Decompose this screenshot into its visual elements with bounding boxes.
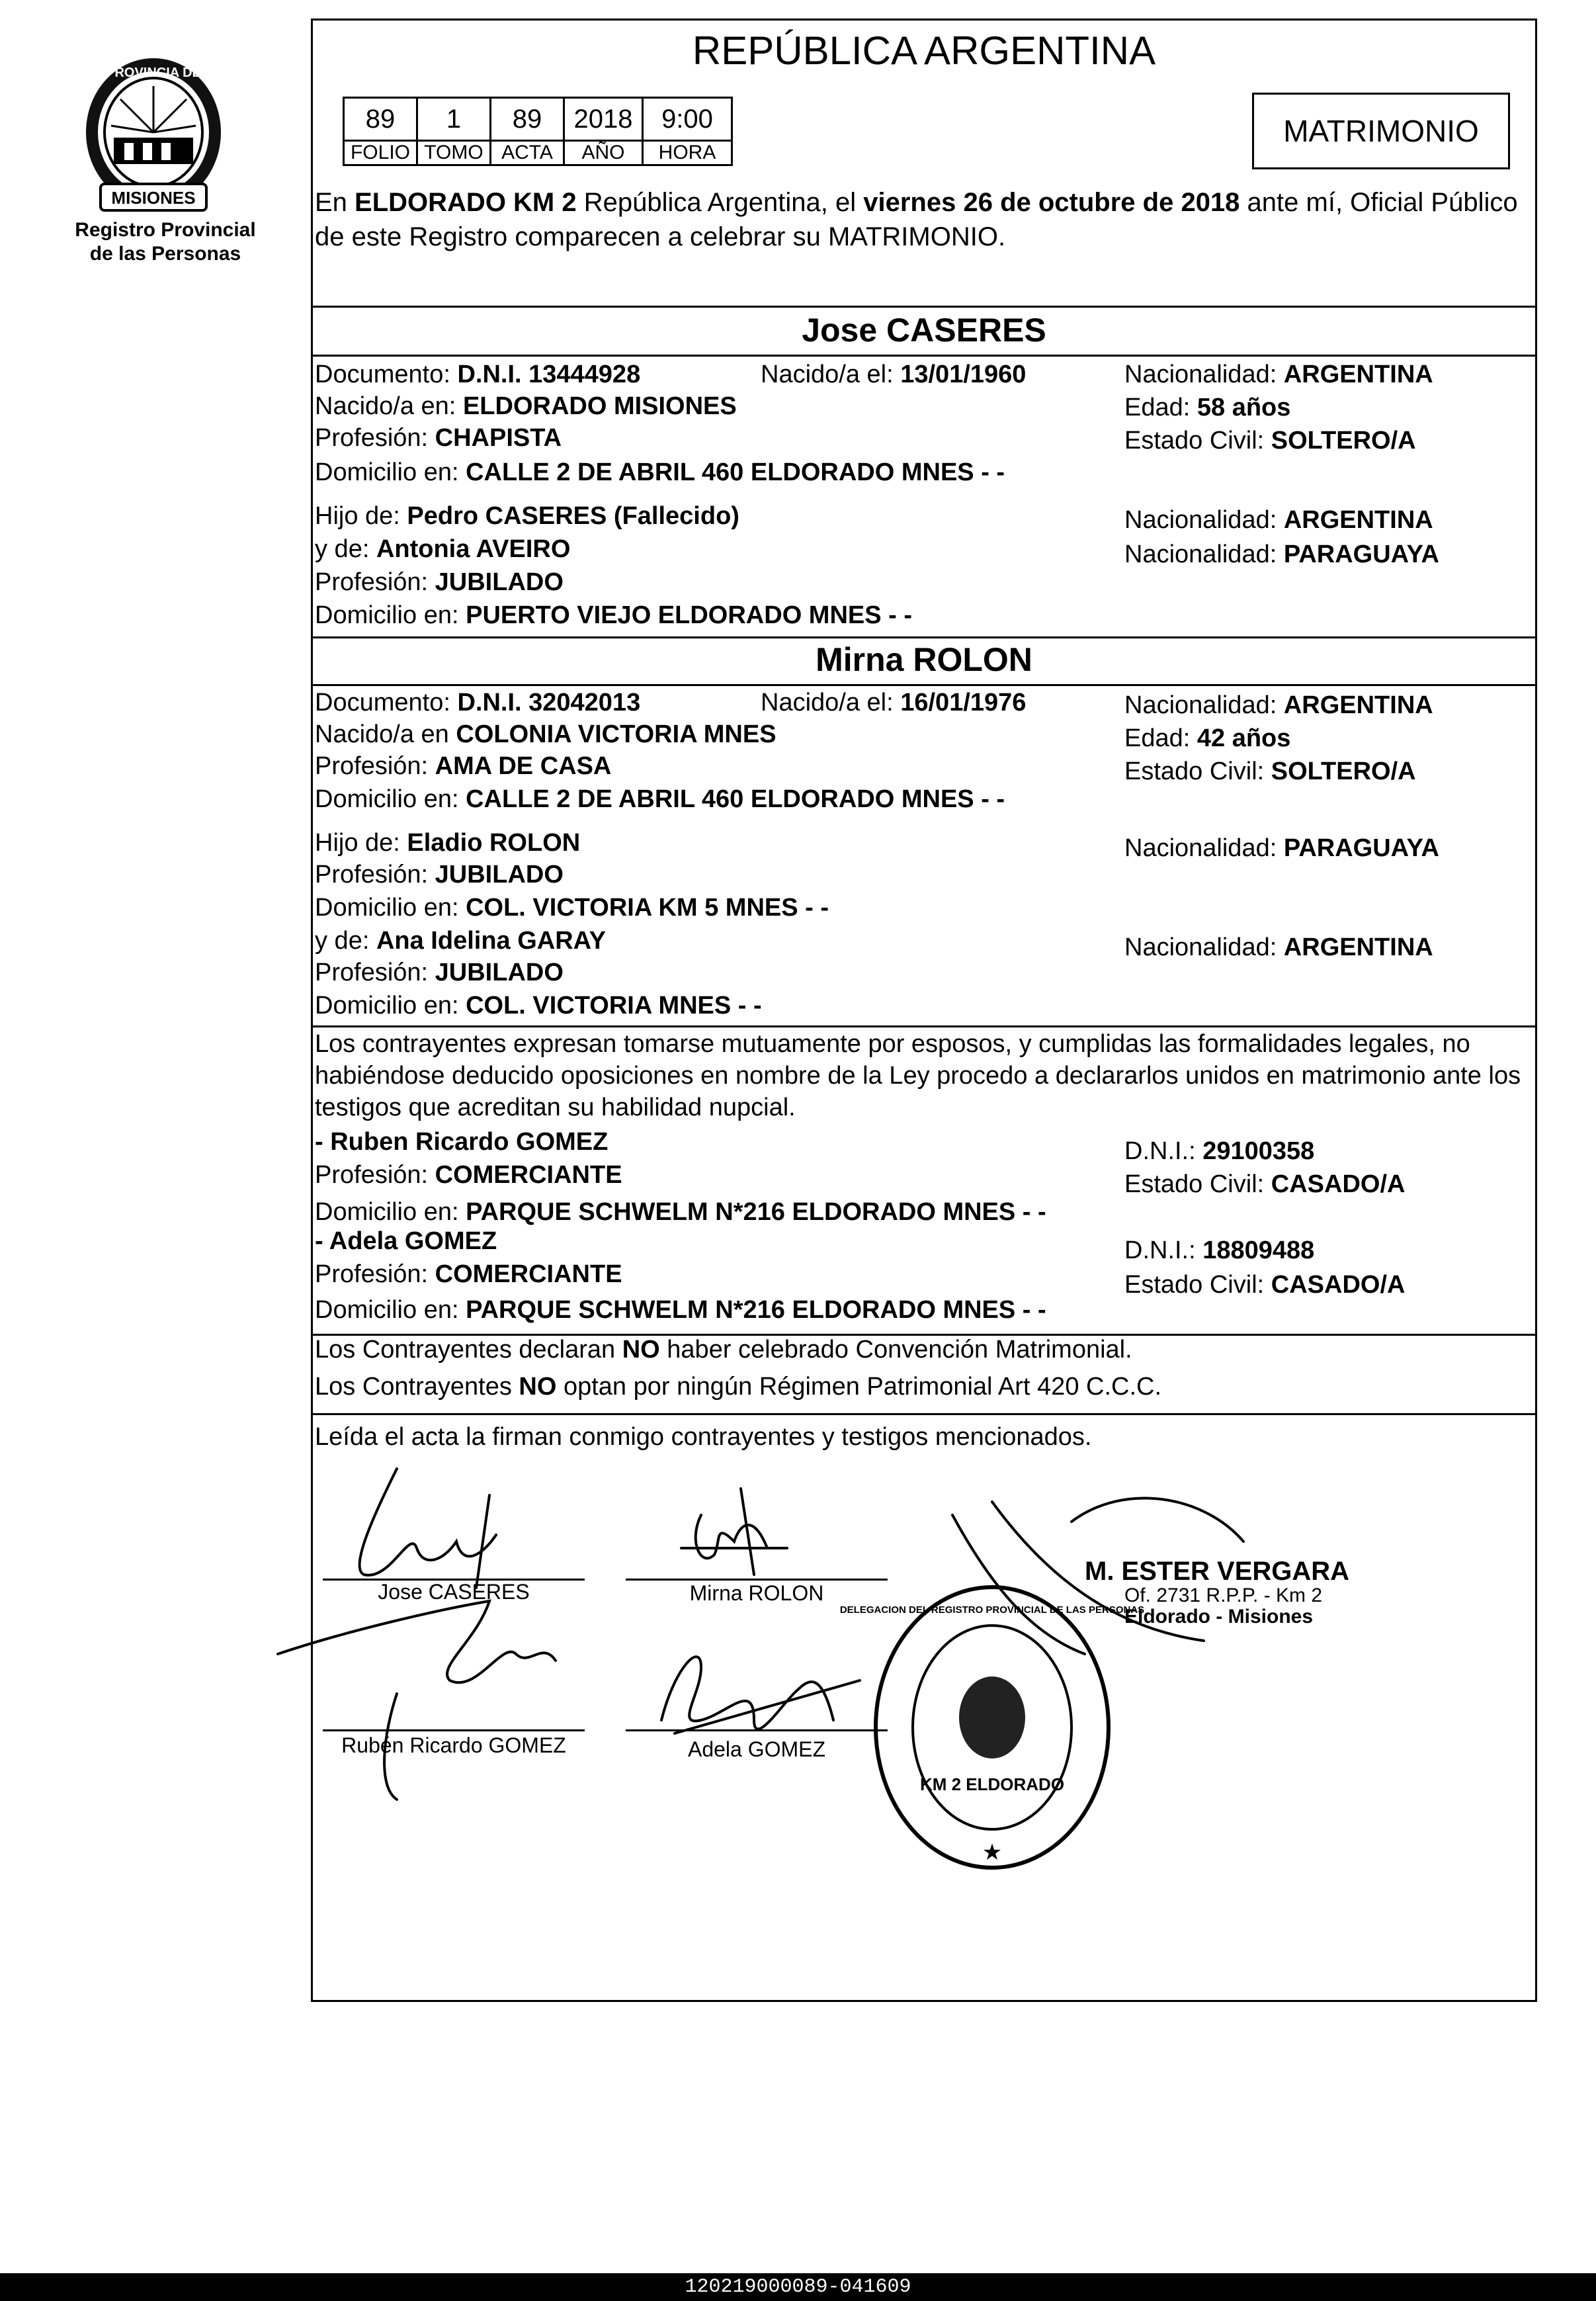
- bride-profesion: Profesión: AMA DE CASA: [315, 752, 612, 780]
- groom-nacido-el: Nacido/a el: 13/01/1960: [761, 361, 1027, 388]
- witness2-dni: D.N.I.: 18809488: [1124, 1237, 1315, 1264]
- province-seal-logo: [74, 53, 233, 218]
- intro-p3: ante mí, Oficial Público de este Registro comparecen a celebrar su MATRIMONIO.: [315, 188, 1518, 251]
- folio-label: FOLIO: [344, 141, 417, 165]
- convention-line1: Los Contrayentes declaran NO haber celebrado Convención Matrimonial.: [315, 1336, 1132, 1364]
- witness2-name: - Adela GOMEZ: [315, 1227, 497, 1255]
- official-name: M. ESTER VERGARA: [1085, 1557, 1350, 1586]
- record-type-box: MATRIMONIO: [1252, 93, 1510, 169]
- groom-edad: Edad: 58 años: [1124, 394, 1291, 421]
- groom-profesion: Profesión: CHAPISTA: [315, 424, 562, 452]
- intro-paragraph: [315, 185, 1536, 254]
- footer-document-id: 120219000089-041609: [0, 2273, 1596, 2301]
- hora-value: 9:00: [643, 98, 732, 141]
- bride-signature-label: Mirna ROLON: [689, 1581, 824, 1605]
- stamp-ring-text: DELEGACION DEL REGISTRO PROVINCIAL DE LAS PERSONAS: [839, 1604, 1145, 1616]
- folio-value: 89: [344, 98, 417, 141]
- bride-nacido-el: Nacido/a el: 16/01/1976: [761, 689, 1027, 716]
- groom-nacido-en: Nacido/a en: ELDORADO MISIONES: [315, 392, 737, 420]
- groom-nacionalidad: Nacionalidad: ARGENTINA: [1124, 361, 1433, 388]
- intro-place: ELDORADO KM 2: [355, 188, 577, 217]
- intro-date: viernes 26 de octubre de 2018: [863, 188, 1240, 217]
- divider: [311, 1413, 1537, 1415]
- hora-label: HORA: [643, 141, 732, 165]
- divider: [311, 636, 1537, 638]
- groom-signature: [360, 1469, 496, 1588]
- bride-madre-profesion: Profesión: JUBILADO: [315, 959, 564, 986]
- bride-documento: Documento: D.N.I. 32042013: [315, 689, 641, 716]
- groom-name: Jose CASERES: [802, 312, 1046, 349]
- groom-madre-nac: Nacionalidad: PARAGUAYA: [1124, 541, 1439, 568]
- groom-estado: Estado Civil: SOLTERO/A: [1124, 427, 1416, 455]
- groom-padre: Hijo de: Pedro CASERES (Fallecido): [315, 502, 739, 530]
- acta-label: ACTA: [491, 141, 564, 165]
- bride-name: Mirna ROLON: [816, 641, 1032, 678]
- divider: [311, 1025, 1537, 1027]
- bride-padre-profesion: Profesión: JUBILADO: [315, 861, 564, 889]
- tomo-value: 1: [417, 98, 491, 141]
- closing-text: Leída el acta la firman conmigo contrayentes y testigos mencionados.: [315, 1423, 1092, 1451]
- official-line2: Of. 2731 R.P.P. - Km 2: [1124, 1585, 1323, 1606]
- intro-p1: En: [315, 188, 355, 217]
- witness1-profesion: Profesión: COMERCIANTE: [315, 1161, 622, 1189]
- witness2-signature: [661, 1657, 860, 1733]
- bride-padre-nac: Nacionalidad: PARAGUAYA: [1124, 834, 1439, 862]
- groom-documento: Documento: D.N.I. 13444928: [315, 361, 641, 388]
- anio-label: AÑO: [564, 141, 643, 165]
- caption-line2: de las Personas: [89, 243, 241, 265]
- bride-nacido-en: Nacido/a en COLONIA VICTORIA MNES: [315, 720, 777, 748]
- bride-signature: [681, 1489, 787, 1575]
- groom-padre-nac: Nacionalidad: ARGENTINA: [1124, 506, 1433, 534]
- groom-padres-domicilio: Domicilio en: PUERTO VIEJO ELDORADO MNES - -: [315, 601, 913, 629]
- stamp-center-text: KM 2 ELDORADO: [919, 1774, 1065, 1794]
- bride-edad: Edad: 42 años: [1124, 724, 1291, 752]
- divider: [311, 355, 1537, 357]
- witness2-signature-label: Adela GOMEZ: [687, 1737, 826, 1761]
- witness1-dni: D.N.I.: 29100358: [1124, 1137, 1315, 1165]
- witness2-profesion: Profesión: COMERCIANTE: [315, 1260, 622, 1288]
- seal-text-bottom: MISIONES: [111, 188, 196, 208]
- registry-caption: [53, 218, 278, 266]
- bride-estado: Estado Civil: SOLTERO/A: [1124, 758, 1416, 785]
- tomo-label: TOMO: [417, 141, 491, 165]
- bride-madre: y de: Ana Idelina GARAY: [315, 927, 606, 955]
- bride-nacionalidad: Nacionalidad: ARGENTINA: [1124, 691, 1433, 719]
- bride-madre-nac: Nacionalidad: ARGENTINA: [1124, 933, 1433, 961]
- anio-value: 2018: [564, 98, 643, 141]
- groom-signature-label: Jose CASERES: [378, 1580, 530, 1604]
- star-icon: ★: [982, 1840, 1003, 1865]
- groom-padres-profesion: Profesión: JUBILADO: [315, 568, 564, 596]
- page-title: REPÚBLICA ARGENTINA: [692, 28, 1156, 73]
- witness2-estado: Estado Civil: CASADO/A: [1124, 1271, 1406, 1299]
- bride-padre: Hijo de: Eladio ROLON: [315, 829, 581, 857]
- groom-domicilio: Domicilio en: CALLE 2 DE ABRIL 460 ELDORADO MNES - -: [315, 458, 1005, 486]
- registry-table: [343, 97, 733, 166]
- declaration-paragraph: Los contrayentes expresan tomarse mutuamente por esposos, y cumplidas las formalidades legales, no habiéndose deducido oposiciones en nombre de la Ley procedo a declararlos unidos en matrimonio ante los testigos que acreditan su habilidad nupcial.: [315, 1030, 1521, 1121]
- official-stamp: [839, 1579, 1145, 1876]
- bride-domicilio: Domicilio en: CALLE 2 DE ABRIL 460 ELDORADO MNES - -: [315, 785, 1005, 813]
- convention-line2: Los Contrayentes NO optan por ningún Régimen Patrimonial Art 420 C.C.C.: [315, 1373, 1162, 1401]
- groom-madre: y de: Antonia AVEIRO: [315, 535, 571, 563]
- divider: [311, 684, 1537, 686]
- handwritten-signatures: [278, 1442, 1270, 1813]
- divider: [311, 306, 1537, 308]
- seal-text-top: PROVINCIA DE: [106, 65, 201, 80]
- witness2-domicilio: Domicilio en: PARQUE SCHWELM N*216 ELDORADO MNES - -: [315, 1296, 1046, 1324]
- bride-madre-domicilio: Domicilio en: COL. VICTORIA MNES - -: [315, 992, 762, 1020]
- caption-line1: Registro Provincial: [75, 219, 256, 241]
- witness1-signature: [278, 1601, 556, 1800]
- acta-value: 89: [491, 98, 564, 141]
- witness1-name: - Ruben Ricardo GOMEZ: [315, 1128, 609, 1156]
- official-line3: Eldorado - Misiones: [1124, 1606, 1314, 1628]
- witness1-domicilio: Domicilio en: PARQUE SCHWELM N*216 ELDORADO MNES - -: [315, 1198, 1046, 1226]
- witness1-signature-label: Rubén Ricardo GOMEZ: [341, 1733, 566, 1757]
- intro-p2: República Argentina, el: [576, 188, 864, 217]
- witness1-estado: Estado Civil: CASADO/A: [1124, 1170, 1406, 1198]
- bride-padre-domicilio: Domicilio en: COL. VICTORIA KM 5 MNES - -: [315, 894, 829, 922]
